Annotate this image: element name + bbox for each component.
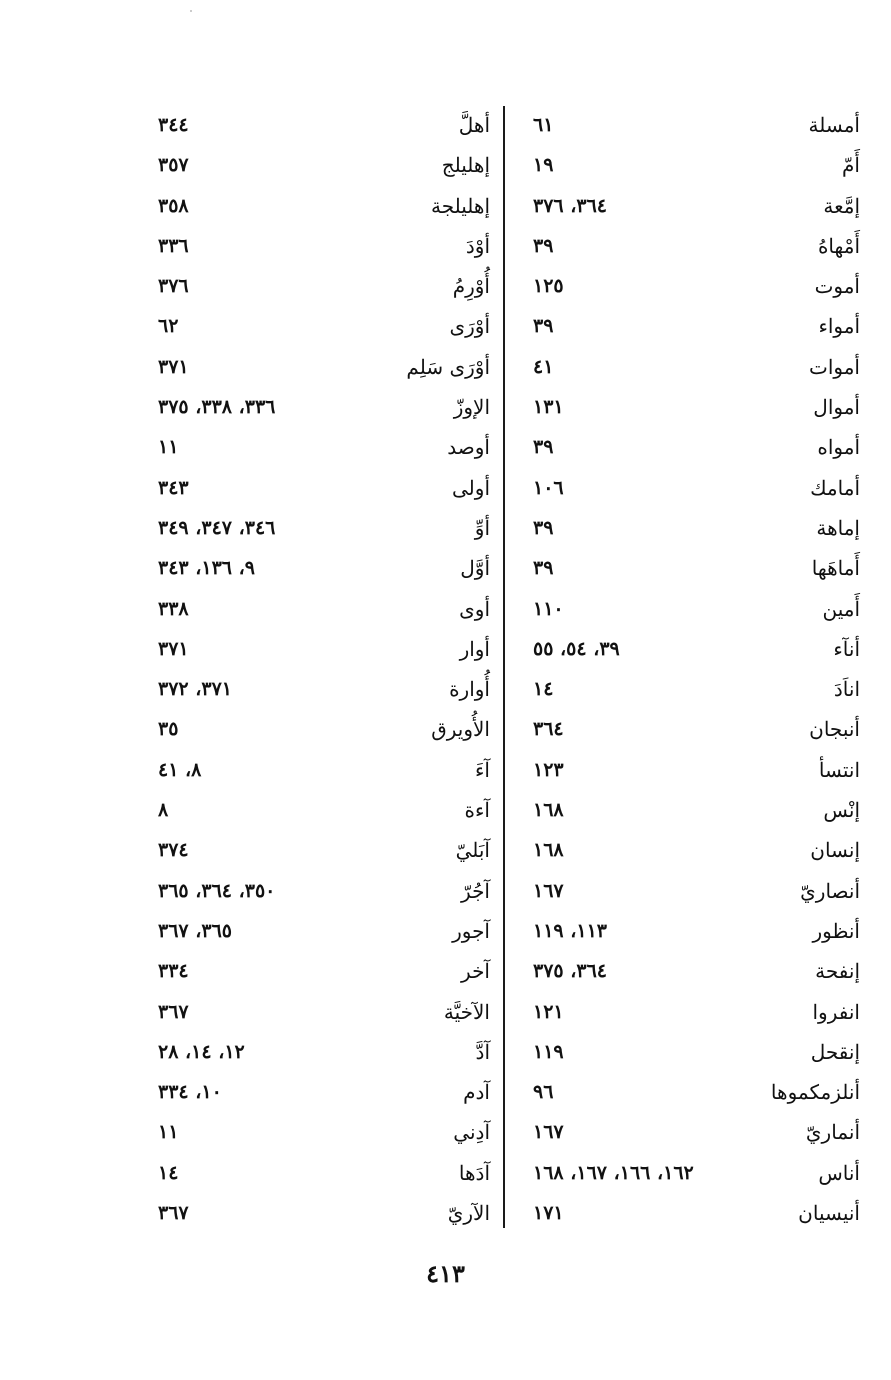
page-references: ١٩ xyxy=(533,154,554,177)
index-entry xyxy=(150,390,490,430)
index-entry xyxy=(525,229,860,269)
page-references: ٤١ xyxy=(533,355,554,378)
index-term: الأُويرق xyxy=(431,717,490,742)
index-column-right xyxy=(525,108,860,1236)
index-entry xyxy=(150,833,490,873)
index-term: أَمين xyxy=(822,596,860,621)
index-term: إمَّعة xyxy=(823,193,860,218)
index-term: الإوزّ xyxy=(453,395,490,420)
page-references: ٣٤٤ xyxy=(158,114,189,136)
index-entry xyxy=(150,229,490,269)
index-entry xyxy=(525,874,860,914)
index-term: آخر xyxy=(461,959,490,984)
index-entry xyxy=(150,108,490,148)
page-references: ٣٣٦ xyxy=(158,234,189,257)
index-entry xyxy=(525,189,860,229)
index-entry xyxy=(525,592,860,632)
index-term: أمواء xyxy=(818,314,860,339)
index-entry xyxy=(525,1196,860,1236)
page-references: ٣٩ xyxy=(533,557,554,580)
index-term: آدم xyxy=(463,1080,490,1105)
page-references: ٣٤٦، ٣٤٧، ٣٤٩ xyxy=(158,516,276,539)
page-references: ٣٩ xyxy=(533,516,554,539)
index-entry xyxy=(525,793,860,833)
page-references: ١٠٦ xyxy=(533,476,564,499)
page-references: ٣٥٨ xyxy=(158,194,189,217)
index-term: أنيسيان xyxy=(798,1201,860,1226)
index-term: أمسلة xyxy=(808,113,860,137)
index-entry xyxy=(525,511,860,551)
index-entry xyxy=(525,954,860,994)
index-entry xyxy=(525,995,860,1035)
column-divider xyxy=(503,106,505,1228)
page-references: ٣٦٧ xyxy=(158,1000,189,1023)
page-references: ١٢، ١٤، ٢٨ xyxy=(158,1040,245,1063)
index-entry xyxy=(150,269,490,309)
index-term: أوصد xyxy=(447,435,490,460)
index-term: أموال xyxy=(813,395,860,420)
index-entry xyxy=(150,1035,490,1075)
page-references: ٦١ xyxy=(533,114,554,136)
page-references: ١٤ xyxy=(533,678,554,701)
index-entry xyxy=(525,269,860,309)
page-references: ٣٧٤ xyxy=(158,839,189,862)
index-term: أُوارة xyxy=(449,677,490,702)
page-references: ١١ xyxy=(158,1121,179,1144)
page-references: ٣٩ xyxy=(533,234,554,257)
page-references: ١٠، ٣٣٤ xyxy=(158,1081,222,1104)
index-term: أنماريّ xyxy=(805,1120,860,1145)
index-term: الآريّ xyxy=(447,1201,490,1226)
index-term: آجُرّ xyxy=(461,878,490,903)
index-entry xyxy=(150,551,490,591)
index-entry xyxy=(150,148,490,188)
index-entry xyxy=(525,672,860,712)
page-references: ١٦٧ xyxy=(533,879,564,902)
index-entry xyxy=(150,1196,490,1236)
index-entry xyxy=(150,1075,490,1115)
index-term: أمواه xyxy=(817,435,860,460)
page-references: ١١ xyxy=(158,436,179,459)
index-entry xyxy=(150,592,490,632)
index-term: أوْرَى xyxy=(449,314,490,339)
page-references: ١٢٥ xyxy=(533,275,564,298)
index-entry xyxy=(525,712,860,752)
index-term: إنْس xyxy=(823,798,860,823)
index-entry xyxy=(150,712,490,752)
page-references: ١١٣، ١١٩ xyxy=(533,919,607,942)
page-references: ٣٤٣ xyxy=(158,476,189,499)
page-references: ٩، ١٣٦، ٣٤٣ xyxy=(158,557,255,580)
index-term: أُوْرِمُ xyxy=(452,274,490,299)
page-references: ٣٩ xyxy=(533,315,554,338)
index-term: أنصاريّ xyxy=(800,878,860,903)
page-references: ٩٦ xyxy=(533,1081,554,1104)
page-references: ٣٣٤ xyxy=(158,960,189,983)
index-term: أهلَّ xyxy=(458,113,490,137)
page-references: ٣٥٠، ٣٦٤، ٣٦٥ xyxy=(158,879,276,902)
index-term: آدَّ xyxy=(475,1039,490,1064)
index-term: آبَليّ xyxy=(455,838,490,863)
index-term: انتسأ xyxy=(818,757,860,782)
index-term: أَمّ xyxy=(842,153,860,178)
index-entry xyxy=(150,753,490,793)
index-term: اناَدَ xyxy=(833,677,860,702)
index-term: أنبجان xyxy=(809,717,860,742)
index-term: آدِني xyxy=(453,1120,490,1145)
index-entry xyxy=(525,753,860,793)
index-entry xyxy=(525,632,860,672)
index-entry xyxy=(525,390,860,430)
page-references: ١١٩ xyxy=(533,1040,564,1063)
index-entry xyxy=(150,874,490,914)
index-term: الآخيَّة xyxy=(443,999,490,1024)
page-references: ٨ xyxy=(158,799,169,822)
page-references: ٣٦٤، ٣٧٥ xyxy=(533,960,607,983)
index-term: أنآء xyxy=(833,636,860,661)
index-term: أنلزمكموها xyxy=(770,1080,860,1105)
index-term: أناس xyxy=(818,1160,860,1185)
index-term: أموت xyxy=(814,274,860,299)
page-references: ١٤ xyxy=(158,1161,179,1184)
index-entry xyxy=(150,995,490,1035)
index-entry xyxy=(150,914,490,954)
index-entry xyxy=(150,1156,490,1196)
index-entry xyxy=(525,1115,860,1155)
page-references: ١٦٧ xyxy=(533,1121,564,1144)
index-entry xyxy=(525,1156,860,1196)
index-entry xyxy=(150,672,490,712)
index-term: آدَها xyxy=(458,1160,490,1185)
index-term: آجور xyxy=(452,918,490,943)
index-entry xyxy=(525,833,860,873)
page-references: ١٢١ xyxy=(533,1000,564,1023)
index-term: أنظور xyxy=(812,918,860,943)
index-term: أوِّ xyxy=(474,515,490,540)
index-entry xyxy=(150,350,490,390)
page-references: ١٣١ xyxy=(533,396,564,419)
index-term: أوَّل xyxy=(460,556,490,581)
page-references: ١١٠ xyxy=(533,597,564,620)
page-references: ٣٧٦ xyxy=(158,275,189,298)
page-number: ٤١٣ xyxy=(426,1259,465,1288)
index-term: أوْرَى سَلِم xyxy=(406,354,490,379)
index-term: أَمْهاهُ xyxy=(817,233,860,258)
index-entry xyxy=(150,471,490,511)
page-references: ٣٦٧ xyxy=(158,1202,189,1225)
index-entry xyxy=(525,309,860,349)
index-term: إهليلجة xyxy=(430,193,490,218)
page-references: ٣٦٥، ٣٦٧ xyxy=(158,919,232,942)
page-references: ٣٧١ xyxy=(158,637,189,660)
index-entry xyxy=(150,954,490,994)
index-entry xyxy=(525,471,860,511)
index-term: إنسان xyxy=(810,838,860,863)
index-entry xyxy=(150,189,490,229)
index-entry xyxy=(150,632,490,672)
index-entry xyxy=(150,309,490,349)
index-entry xyxy=(150,793,490,833)
page-references: ٣٦٤، ٣٧٦ xyxy=(533,194,607,217)
index-term: إنفحة xyxy=(815,959,860,984)
page-references: ١٢٣ xyxy=(533,758,564,781)
page-references: ٣٩، ٥٤، ٥٥ xyxy=(533,637,620,660)
index-term: أوى xyxy=(459,596,490,621)
page-references: ١٦٢، ١٦٦، ١٦٧، ١٦٨ xyxy=(533,1161,694,1184)
index-column-left xyxy=(150,108,490,1236)
index-term: أوار xyxy=(459,636,490,661)
index-term: أوْدَ xyxy=(465,233,490,258)
page-references: ٣٧١ xyxy=(158,355,189,378)
index-entry xyxy=(525,350,860,390)
index-entry xyxy=(150,1115,490,1155)
page-references: ٣٣٦، ٣٣٨، ٣٧٥ xyxy=(158,396,276,419)
page-references: ٣٥٧ xyxy=(158,154,189,177)
index-term: أموات xyxy=(809,354,860,379)
page-references: ٣٥ xyxy=(158,718,179,741)
index-entry xyxy=(525,914,860,954)
index-entry xyxy=(150,511,490,551)
index-entry xyxy=(525,551,860,591)
index-term: آءَ xyxy=(475,757,490,782)
page-references: ٦٢ xyxy=(158,315,179,338)
index-entry xyxy=(525,148,860,188)
index-term: إنقحل xyxy=(810,1039,860,1064)
page-references: ٣٧١، ٣٧٢ xyxy=(158,678,232,701)
index-term: آءة xyxy=(464,798,490,823)
page-references: ١٦٨ xyxy=(533,839,564,862)
index-entry xyxy=(525,108,860,148)
index-term: أَماهَها xyxy=(811,556,860,581)
index-entry xyxy=(525,1035,860,1075)
scan-speck xyxy=(190,10,192,12)
index-term: أولى xyxy=(452,475,490,500)
page-references: ٣٦٤ xyxy=(533,718,564,741)
index-entry xyxy=(525,430,860,470)
index-term: انفروا xyxy=(812,999,860,1024)
index-entry xyxy=(150,430,490,470)
page-references: ١٦٨ xyxy=(533,799,564,822)
index-term: أمامك xyxy=(810,475,860,500)
page-references: ٣٣٨ xyxy=(158,597,189,620)
page-references: ٣٩ xyxy=(533,436,554,459)
index-entry xyxy=(525,1075,860,1115)
index-term: إماهة xyxy=(816,515,860,540)
page-references: ٨، ٤١ xyxy=(158,758,202,781)
index-term: إهليلج xyxy=(441,153,490,178)
page-references: ١٧١ xyxy=(533,1202,564,1225)
